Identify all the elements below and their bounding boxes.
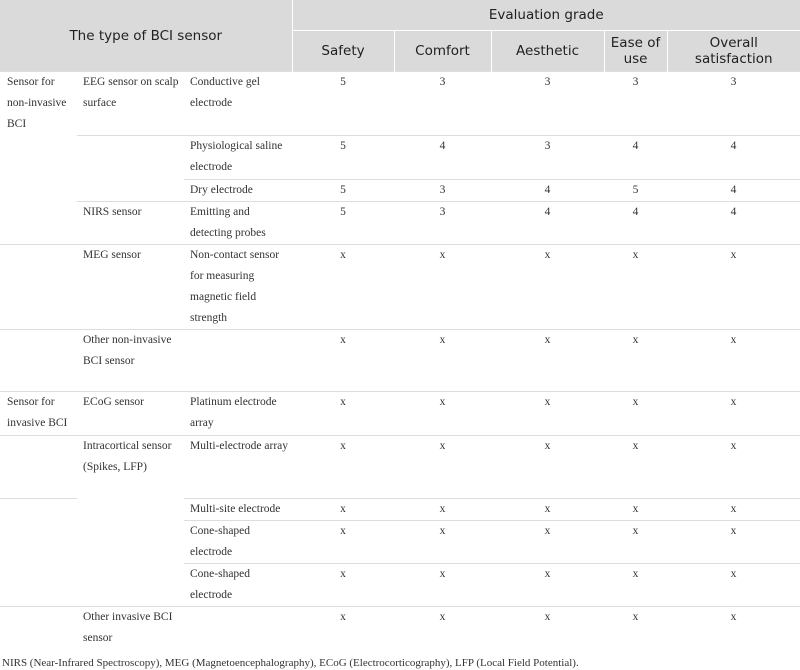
- header-row-top: [0, 0, 800, 31]
- cell-aesthetic: x: [491, 435, 604, 498]
- cell-sensor: MEG sensor: [77, 244, 184, 329]
- cell-aesthetic: x: [491, 329, 604, 391]
- cell-ease-of-use: x: [604, 563, 667, 606]
- cell-safety: x: [292, 520, 394, 563]
- cell-category: [0, 179, 77, 201]
- table-row: [0, 498, 800, 520]
- cell-comfort: x: [394, 563, 491, 606]
- cell-ease-of-use: x: [604, 391, 667, 435]
- cell-category: [0, 244, 77, 329]
- cell-comfort: x: [394, 329, 491, 391]
- cell-sensor: NIRS sensor: [77, 201, 184, 244]
- cell-aesthetic: x: [491, 520, 604, 563]
- cell-overall-satisfaction: x: [667, 498, 800, 520]
- table-row: [0, 201, 800, 244]
- cell-ease-of-use: x: [604, 606, 667, 649]
- cell-safety: x: [292, 244, 394, 329]
- cell-ease-of-use: x: [604, 435, 667, 498]
- cell-comfort: x: [394, 606, 491, 649]
- cell-aesthetic: x: [491, 244, 604, 329]
- cell-overall-satisfaction: x: [667, 606, 800, 649]
- cell-aesthetic: x: [491, 606, 604, 649]
- cell-comfort: x: [394, 520, 491, 563]
- cell-aesthetic: 4: [491, 179, 604, 201]
- cell-ease-of-use: 4: [604, 135, 667, 179]
- cell-ease-of-use: x: [604, 329, 667, 391]
- cell-safety: x: [292, 563, 394, 606]
- cell-category: [0, 435, 77, 498]
- cell-safety: x: [292, 498, 394, 520]
- cell-sensor: Intracortical sensor (Spikes, LFP): [77, 435, 184, 498]
- cell-overall-satisfaction: x: [667, 435, 800, 498]
- cell-sensor-type: Platinum electrode array: [184, 391, 292, 435]
- cell-safety: x: [292, 435, 394, 498]
- table-row: [0, 135, 800, 179]
- table-body: [0, 72, 800, 650]
- cell-overall-satisfaction: x: [667, 329, 800, 391]
- cell-aesthetic: x: [491, 391, 604, 435]
- cell-sensor-type: Multi-electrode array: [184, 435, 292, 498]
- cell-comfort: x: [394, 498, 491, 520]
- cell-overall-satisfaction: 4: [667, 201, 800, 244]
- cell-overall-satisfaction: 4: [667, 179, 800, 201]
- cell-sensor-type: Non-contact sensor for measuring magnetic field strength: [184, 244, 292, 329]
- cell-overall-satisfaction: x: [667, 563, 800, 606]
- cell-safety: 5: [292, 72, 394, 136]
- cell-sensor: Other non-invasive BCI sensor: [77, 329, 184, 391]
- cell-sensor-type: Conductive gel electrode: [184, 72, 292, 136]
- cell-sensor: [77, 563, 184, 606]
- table-row: [0, 435, 800, 498]
- cell-category: [0, 520, 77, 563]
- cell-safety: x: [292, 606, 394, 649]
- cell-overall-satisfaction: x: [667, 520, 800, 563]
- cell-category: Sensor for non-invasive BCI: [0, 72, 77, 136]
- table-row: [0, 244, 800, 329]
- col-header-ease-of-use: Ease of use: [604, 31, 667, 72]
- table-footnote: NIRS (Near-Infrared Spectroscopy), MEG (Magnetoencephalography), ECoG (Electrocorticography), LFP (Local Field Potential).: [2, 657, 579, 669]
- cell-sensor: EEG sensor on scalp surface: [77, 72, 184, 136]
- cell-aesthetic: 4: [491, 201, 604, 244]
- cell-ease-of-use: 4: [604, 201, 667, 244]
- cell-ease-of-use: x: [604, 244, 667, 329]
- cell-ease-of-use: 3: [604, 72, 667, 136]
- cell-safety: 5: [292, 135, 394, 179]
- cell-ease-of-use: 5: [604, 179, 667, 201]
- cell-category: [0, 135, 77, 179]
- cell-category: [0, 498, 77, 520]
- col-header-aesthetic: Aesthetic: [491, 31, 604, 72]
- table-row: [0, 179, 800, 201]
- col-header-comfort: Comfort: [394, 31, 491, 72]
- cell-safety: 5: [292, 201, 394, 244]
- cell-aesthetic: 3: [491, 72, 604, 136]
- evaluation-grade-header: Evaluation grade: [292, 0, 800, 31]
- cell-sensor: ECoG sensor: [77, 391, 184, 435]
- cell-aesthetic: 3: [491, 135, 604, 179]
- table-row: [0, 563, 800, 606]
- cell-comfort: x: [394, 435, 491, 498]
- cell-comfort: 4: [394, 135, 491, 179]
- cell-sensor: [77, 135, 184, 179]
- sensor-type-header: The type of BCI sensor: [0, 0, 292, 72]
- cell-comfort: x: [394, 391, 491, 435]
- cell-comfort: 3: [394, 201, 491, 244]
- cell-sensor: [77, 520, 184, 563]
- table-row: [0, 520, 800, 563]
- table-row: [0, 72, 800, 136]
- cell-comfort: x: [394, 244, 491, 329]
- cell-sensor-type: Physiological saline electrode: [184, 135, 292, 179]
- cell-overall-satisfaction: 3: [667, 72, 800, 136]
- cell-comfort: 3: [394, 72, 491, 136]
- cell-safety: 5: [292, 179, 394, 201]
- cell-sensor-type: Emitting and detecting probes: [184, 201, 292, 244]
- cell-sensor-type: Cone-shaped electrode: [184, 563, 292, 606]
- cell-overall-satisfaction: 4: [667, 135, 800, 179]
- cell-aesthetic: x: [491, 563, 604, 606]
- cell-ease-of-use: x: [604, 520, 667, 563]
- cell-safety: x: [292, 391, 394, 435]
- table-row: [0, 606, 800, 649]
- cell-category: [0, 606, 77, 649]
- cell-category: [0, 201, 77, 244]
- cell-sensor-type: [184, 329, 292, 391]
- cell-ease-of-use: x: [604, 498, 667, 520]
- cell-aesthetic: x: [491, 498, 604, 520]
- cell-sensor-type: Multi-site electrode: [184, 498, 292, 520]
- cell-category: [0, 563, 77, 606]
- cell-sensor: [77, 179, 184, 201]
- cell-sensor-type: Cone-shaped electrode: [184, 520, 292, 563]
- table-row: [0, 329, 800, 391]
- cell-overall-satisfaction: x: [667, 391, 800, 435]
- cell-sensor: [77, 498, 184, 520]
- cell-sensor-type: [184, 606, 292, 649]
- cell-safety: x: [292, 329, 394, 391]
- cell-sensor-type: Dry electrode: [184, 179, 292, 201]
- table-row: [0, 391, 800, 435]
- col-header-overall-satisfaction: Overall satisfaction: [667, 31, 800, 72]
- cell-comfort: 3: [394, 179, 491, 201]
- cell-category: Sensor for invasive BCI: [0, 391, 77, 435]
- cell-sensor: Other invasive BCI sensor: [77, 606, 184, 649]
- cell-overall-satisfaction: x: [667, 244, 800, 329]
- cell-category: [0, 329, 77, 391]
- col-header-safety: Safety: [292, 31, 394, 72]
